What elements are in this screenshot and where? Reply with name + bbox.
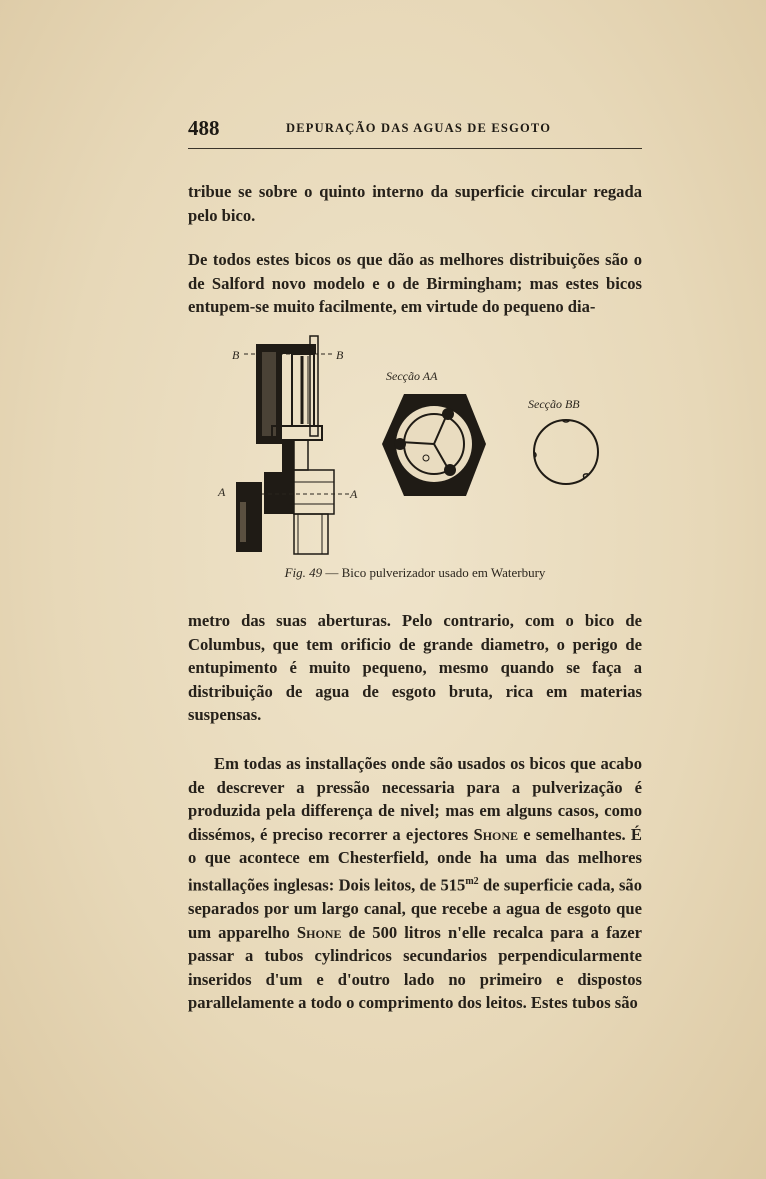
paragraph-4 [188,752,642,1015]
shone-name-2: Shone [296,922,342,942]
running-title: DEPURAÇÃO DAS AGUAS DE ESGOTO [286,121,552,135]
section-bb-label: Secção BB [528,397,580,411]
caption-text: — Bico pulverizador usado em Waterbury [322,565,546,580]
label-b-left: B [232,348,240,362]
paragraph-4-part-c: de superficie cada, são separados por um largo canal, que recebe a agua de esgoto que um apparelho [188,875,643,942]
paragraph-3: metro das suas aberturas. Pelo contrario, com o bico de Columbus, que tem orificio de grande diametro, o perigo de entupimento é muito pequeno, mesmo quando se faça a distribuição de agua de esgoto bruta, rica em materias suspensas. [188,611,642,725]
unit-superscript: m2 [465,875,479,887]
page-number: 488 [188,116,220,140]
running-head [188,116,642,149]
paragraph-2: De todos estes bicos os que dão as melhores distribuições são o de Salford novo modelo e o de Birmingham; mas estes bicos entupem-se muito facilmente, em virtude do pequeno dia- [188,250,642,317]
figure-caption [188,565,642,581]
section-bb-drawing [528,397,598,484]
label-a-left: A [218,485,226,499]
paragraph-4-part-d: de 500 litros n'elle recalca para a fazer passar a tubos cylindricos secundarios perpendicularmente inseridos d'um e d'outro lado no primeiro e dispostos parallelamente a todo o comprimento dos leitos. Estes tubos são [188,922,643,1013]
nozzle-elevation [217,336,358,554]
paragraph-1: tribue se sobre o quinto interno da superficie circular regada pelo bico. [188,182,642,225]
nozzle-drawing [210,332,630,562]
shone-name-1: Shone [473,824,519,844]
figure-49 [210,332,630,562]
label-a-right: A [350,487,358,501]
label-b-right: B [336,348,344,362]
paragraph-4-part-a: Em todas as installações onde são usados os bicos que acabo de descrever a pressão necessaria para a pulverização é produzida pela differença de nivel; mas em alguns casos, como dissémos, é preciso recorrer a ejectores [188,754,642,844]
section-aa-drawing [382,369,486,496]
paragraph-4-part-b: e semelhantes. É o que acontece em Chesterfield, onde ha uma das melhores installações inglesas: Dois leitos, de 515 [188,824,642,895]
caption-fig-number: Fig. 49 [284,565,323,580]
section-aa-label: Secção AA [386,369,438,383]
